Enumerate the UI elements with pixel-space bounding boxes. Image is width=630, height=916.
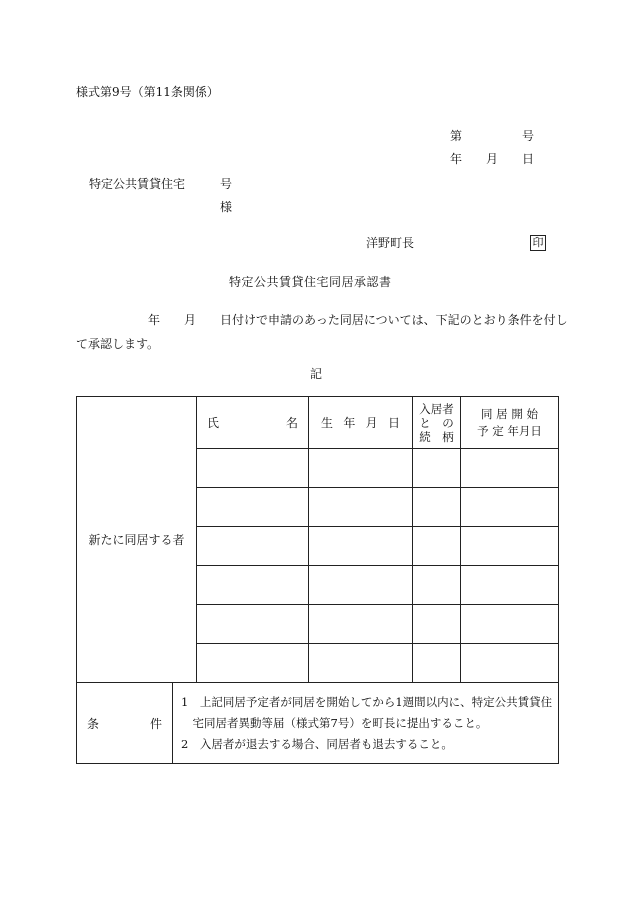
- issuer-seal: [530, 235, 546, 251]
- condition-label-1: 条: [87, 716, 100, 731]
- cohabitant-table: [76, 396, 559, 764]
- cell-start[interactable]: [461, 527, 559, 566]
- cell-start[interactable]: [461, 488, 559, 527]
- cell-relation[interactable]: [413, 566, 461, 605]
- condition-row: [77, 683, 559, 764]
- form-number: 様式第9号（第11条関係）: [76, 85, 219, 99]
- header-name: [197, 397, 309, 449]
- date-month: 月: [486, 152, 499, 166]
- seal-mark: 印: [530, 235, 546, 251]
- header-birth: [309, 397, 413, 449]
- header-start-2: 予 定 年月日: [477, 423, 542, 438]
- header-name-1: 氏: [207, 416, 220, 430]
- body-line2: て承認します。: [76, 337, 160, 351]
- condition-text-cell: [173, 683, 559, 764]
- cell-name[interactable]: [197, 527, 309, 566]
- cell-relation[interactable]: [413, 488, 461, 527]
- cell-birth[interactable]: [309, 449, 413, 488]
- document-title: 特定公共賃貸住宅同居承認書: [229, 275, 392, 289]
- cell-birth[interactable]: [309, 605, 413, 644]
- cell-birth[interactable]: [309, 527, 413, 566]
- doc-number-go: 号: [522, 129, 535, 143]
- cell-relation[interactable]: [413, 644, 461, 683]
- recipient-go: 号: [220, 177, 233, 191]
- body-year: 年: [148, 313, 161, 327]
- header-name-2: 名: [286, 416, 299, 430]
- header-birth-1: 生: [321, 416, 334, 430]
- cell-start[interactable]: [461, 644, 559, 683]
- condition-label-2: 件: [149, 716, 162, 731]
- condition-line-1: 1 上記同居予定者が同居を開始してから1週間以内に、特定公共賃貸住: [181, 694, 553, 709]
- cell-name[interactable]: [197, 488, 309, 527]
- row-label-cell: [77, 397, 197, 683]
- header-birth-4: 日: [388, 416, 401, 430]
- cell-name[interactable]: [197, 605, 309, 644]
- header-relation: [413, 397, 461, 449]
- recipient-prefix: 特定公共賃貸住宅: [89, 177, 186, 191]
- condition-label-cell: [77, 683, 173, 764]
- cell-name[interactable]: [197, 644, 309, 683]
- header-start-1: 同 居 開 始: [481, 406, 538, 421]
- header-start: [461, 397, 559, 449]
- condition-line-2: 宅同居者異動等届（様式第7号）を町長に提出すること。: [181, 715, 488, 730]
- header-relation-3: 続 柄: [419, 429, 454, 444]
- header-relation-2: と の: [419, 415, 454, 430]
- cell-birth[interactable]: [309, 644, 413, 683]
- cell-name[interactable]: [197, 449, 309, 488]
- cell-birth[interactable]: [309, 488, 413, 527]
- ki-heading: 記: [310, 367, 323, 381]
- header-birth-2: 年: [343, 416, 356, 430]
- cell-start[interactable]: [461, 566, 559, 605]
- date-year: 年: [450, 152, 463, 166]
- date-day: 日: [522, 152, 535, 166]
- row-label: 新たに同居する者: [88, 533, 185, 547]
- cell-relation[interactable]: [413, 527, 461, 566]
- table-header-row: [77, 397, 559, 449]
- header-birth-3: 月: [365, 416, 378, 430]
- body-line1: 日付けで申請のあった同居については、下記のとおり条件を付し: [220, 313, 568, 327]
- condition-line-3: 2 入居者が退去する場合、同居者も退去すること。: [181, 736, 453, 751]
- cell-birth[interactable]: [309, 566, 413, 605]
- doc-number-dai: 第: [450, 129, 463, 143]
- cell-start[interactable]: [461, 449, 559, 488]
- issuer-name: 洋野町長: [366, 236, 415, 250]
- cell-relation[interactable]: [413, 449, 461, 488]
- cell-name[interactable]: [197, 566, 309, 605]
- cell-start[interactable]: [461, 605, 559, 644]
- recipient-sama: 様: [220, 200, 233, 214]
- header-relation-1: 入居者: [419, 401, 454, 416]
- cell-relation[interactable]: [413, 605, 461, 644]
- body-month: 月: [184, 313, 197, 327]
